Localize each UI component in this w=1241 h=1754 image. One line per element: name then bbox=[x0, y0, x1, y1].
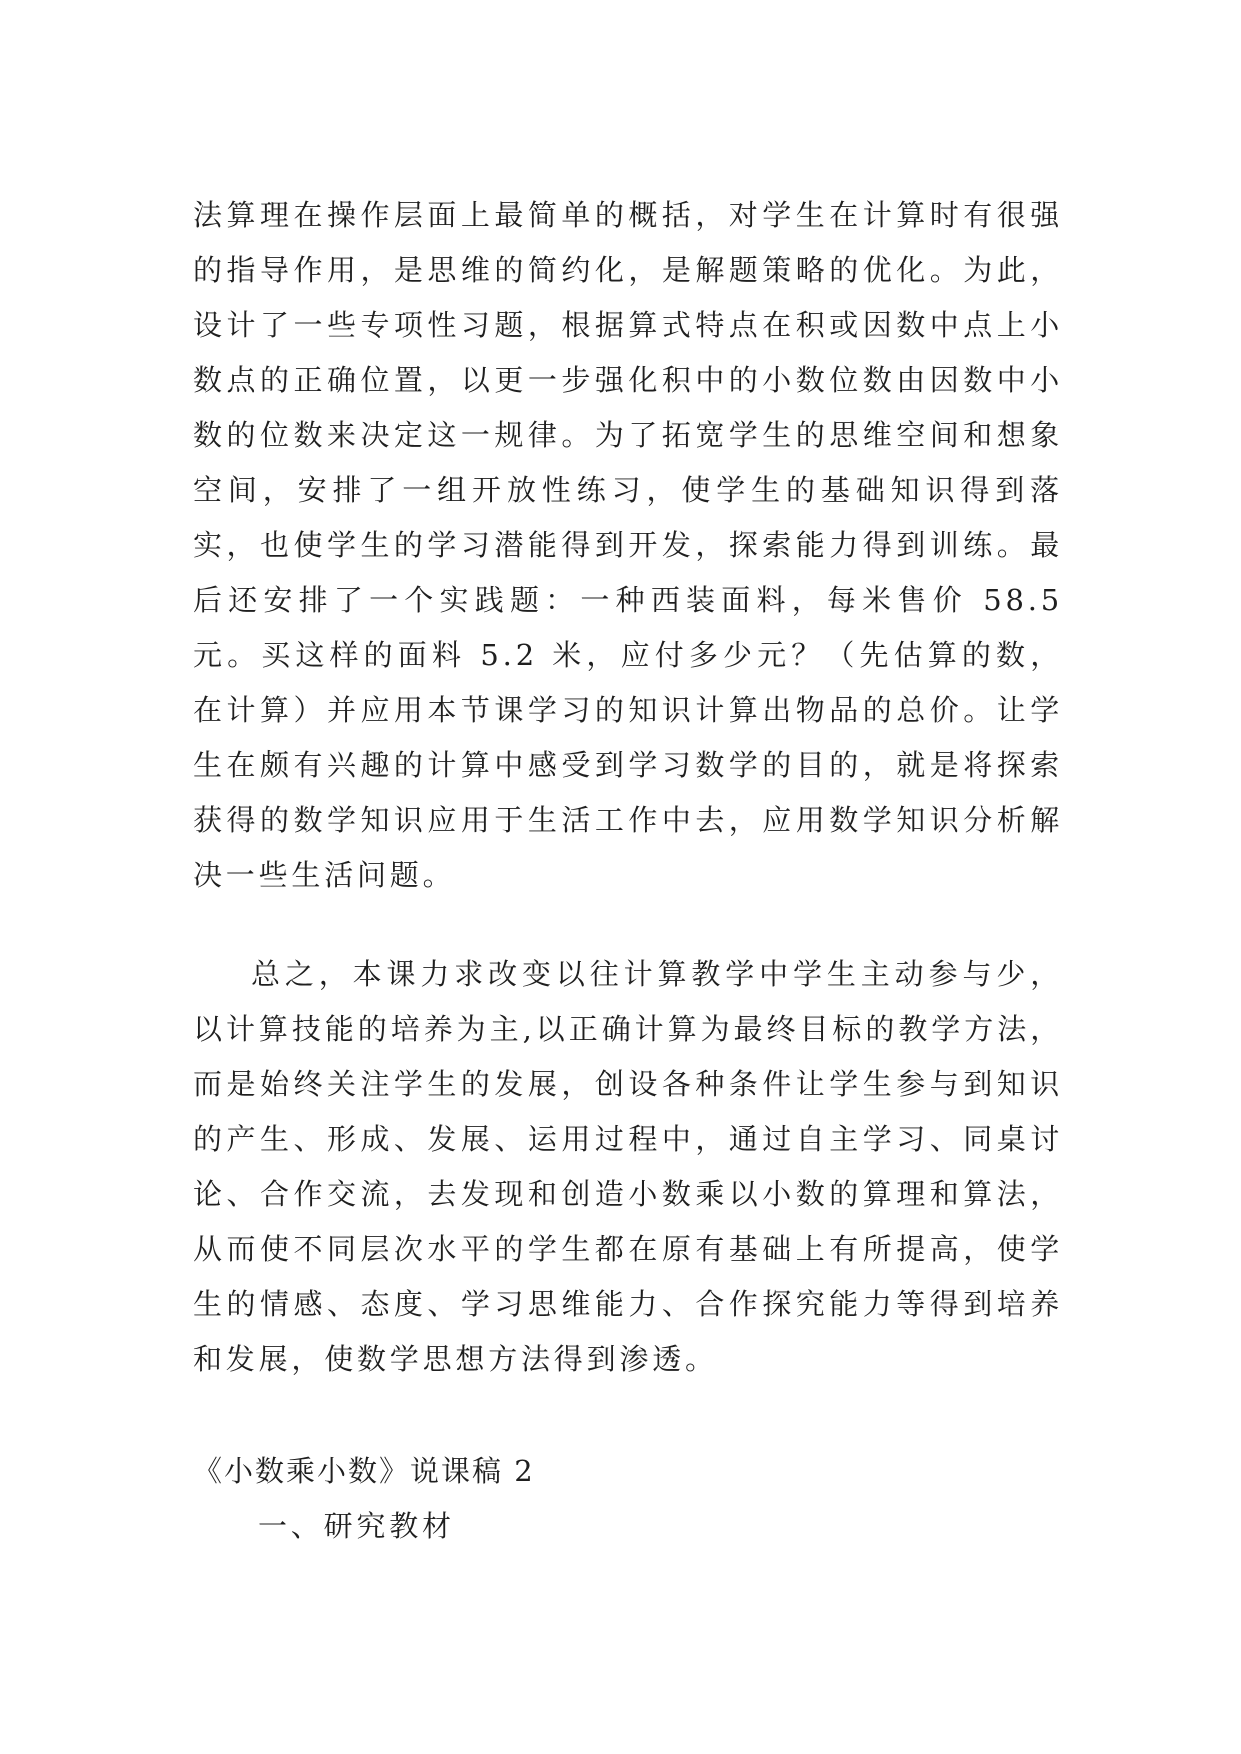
subsection-title: 一、研究教材 bbox=[258, 1509, 455, 1543]
section-title: 《小数乘小数》说课稿 2 bbox=[193, 1454, 535, 1488]
body-paragraph-2: 总之，本课力求改变以往计算教学中学生主动参与少，以计算技能的培养为主,以正确计算为最终目标的教学方法，而是始终关注学生的发展，创设各种条件让学生参与到知识的产生、形成、发展、运用过程中，通过自主学习、同桌讨论、合作交流，去发现和创造小数乘以小数的算理和算法，从而使不同层次水平的学生都在原有基础上有所提高，使学生的情感、态度、学习思维能力、合作探究能力等得到培养和发展，使数学思想方法得到渗透。 bbox=[193, 957, 1063, 1376]
body-paragraph-1: 法算理在操作层面上最简单的概括，对学生在计算时有很强的指导作用，是思维的简约化，是解题策略的优化。为此，设计了一些专项性习题，根据算式特点在积或因数中点上小数点的正确位置，以更一步强化积中的小数位数由因数中小数的位数来决定这一规律。为了拓宽学生的思维空间和想象空间，安排了一组开放性练习，使学生的基础知识得到落实，也使学生的学习潜能得到开发，探索能力得到训练。最后还安排了一个实践题：一种西装面料，每米售价 58.5 元。买这样的面料 5.2 米，应付多少元？（先估算的数，在计算）并应用本节课学习的知识计算出物品的总价。让学生在颇有兴趣的计算中感受到学习数学的目的，就是将探索获得的数学知识应用于生活工作中去，应用数学知识分析解决一些生活问题。 bbox=[193, 198, 1063, 892]
